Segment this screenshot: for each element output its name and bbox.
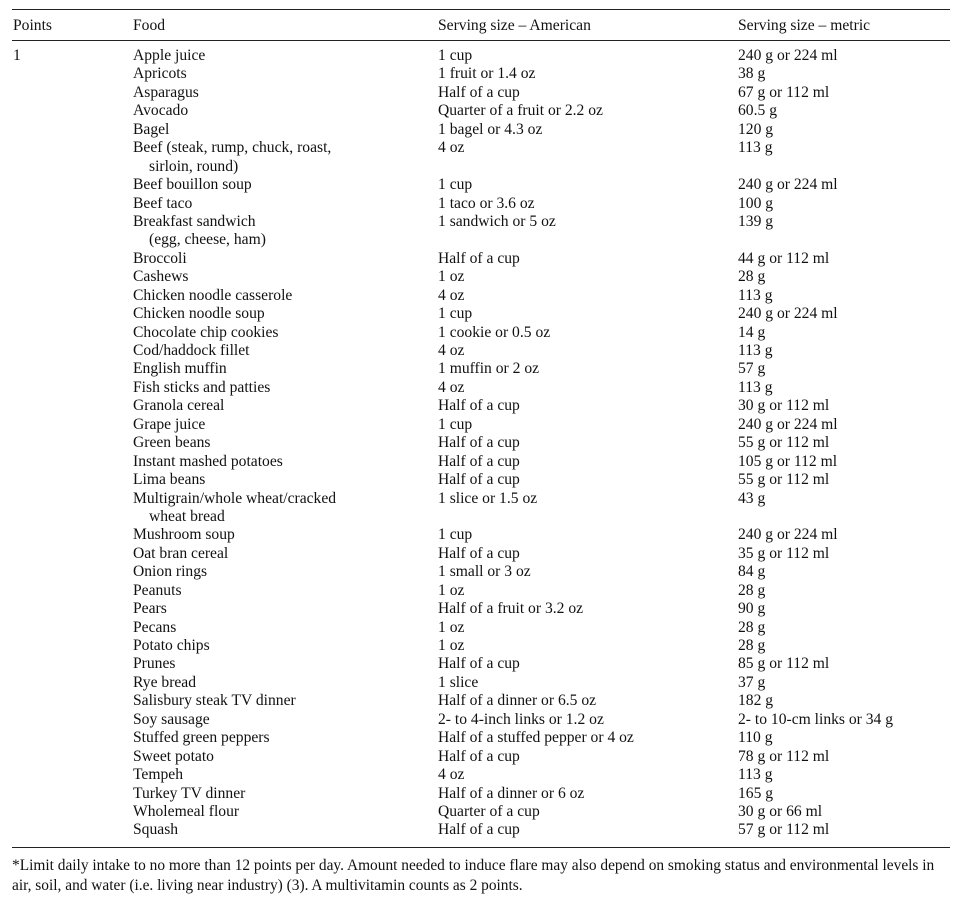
table-row [0, 434, 962, 452]
cell-serving-metric: 30 g or 66 ml [738, 802, 823, 820]
food-name-line: Cashews [133, 268, 189, 286]
cell-serving-american: Half of a cup [438, 821, 520, 839]
food-name-line: Pecans [133, 618, 177, 636]
food-name-line: Grape juice [133, 415, 206, 433]
table-row [0, 139, 962, 176]
food-name-continuation: (egg, cheese, ham) [149, 231, 266, 249]
cell-serving-american: Half of a cup [438, 452, 520, 470]
table-footnote: *Limit daily intake to no more than 12 points per day. Amount needed to induce flare may also depend on smoking status and environmental levels in air, soil, and water (i.e. living near industry) (3). A multivitamin counts as 2 points. [12, 857, 935, 894]
cell-food [133, 711, 433, 729]
food-name-line: Avocado [133, 102, 189, 120]
food-name-line: Beef (steak, rump, chuck, roast, [133, 139, 332, 157]
food-name-line: Chocolate chip cookies [133, 323, 279, 341]
food-name-line: Oat bran cereal [133, 544, 229, 562]
cell-serving-american: Half of a cup [438, 83, 520, 101]
food-name-line: Asparagus [133, 83, 199, 101]
cell-food [133, 600, 433, 618]
cell-food [133, 692, 433, 710]
cell-food [133, 213, 433, 250]
cell-points: 1 [13, 47, 21, 64]
cell-serving-metric: 85 g or 112 ml [738, 655, 830, 673]
cell-serving-american: Half of a dinner or 6.5 oz [438, 692, 597, 710]
table-row [0, 619, 962, 637]
food-name-line: Chicken noodle casserole [133, 286, 293, 304]
cell-serving-metric: 37 g [738, 673, 766, 691]
header-food: Food [133, 17, 166, 34]
cell-serving-american: 1 cup [438, 47, 473, 64]
table-row [0, 213, 962, 250]
cell-serving-metric: 240 g or 224 ml [738, 176, 838, 194]
food-name-line: Beef bouillon soup [133, 176, 252, 194]
cell-food [133, 785, 433, 803]
cell-serving-metric: 105 g or 112 ml [738, 452, 838, 470]
table-row [0, 637, 962, 655]
table-row [0, 711, 962, 729]
cell-serving-american: 1 slice or 1.5 oz [438, 489, 538, 507]
cell-serving-metric: 35 g or 112 ml [738, 544, 830, 562]
cell-food [133, 545, 433, 563]
cell-serving-metric: 57 g or 112 ml [738, 821, 830, 839]
cell-food [133, 803, 433, 821]
cell-food [133, 379, 433, 397]
cell-serving-american: Half of a cup [438, 434, 520, 452]
cell-serving-american: 4 oz [438, 286, 465, 304]
cell-food [133, 195, 433, 213]
table-row [0, 821, 962, 839]
cell-serving-american: Quarter of a cup [438, 802, 540, 820]
header-serving-american: Serving size – American [438, 17, 591, 34]
cell-serving-metric: 28 g [738, 618, 766, 636]
cell-food [133, 121, 433, 139]
table-row [0, 397, 962, 415]
table-row [0, 471, 962, 489]
cell-food [133, 655, 433, 673]
table-header-rule [12, 40, 950, 41]
food-name-line: English muffin [133, 360, 227, 378]
cell-food [133, 84, 433, 102]
cell-serving-metric: 2- to 10-cm links or 34 g [738, 710, 894, 728]
cell-serving-metric: 67 g or 112 ml [738, 83, 830, 101]
food-name-line: Instant mashed potatoes [133, 452, 283, 470]
table-row [0, 121, 962, 139]
table-top-rule [12, 9, 950, 10]
table-row [0, 655, 962, 673]
table-row [0, 600, 962, 618]
cell-food [133, 563, 433, 581]
table-row [0, 785, 962, 803]
cell-serving-metric: 113 g [738, 766, 773, 784]
table-row [0, 268, 962, 286]
food-name-line: Mushroom soup [133, 526, 235, 544]
cell-serving-american: 1 muffin or 2 oz [438, 360, 540, 378]
food-name-line: Prunes [133, 655, 176, 673]
table-row [0, 766, 962, 784]
cell-serving-metric: 55 g or 112 ml [738, 471, 830, 489]
cell-food [133, 453, 433, 471]
cell-serving-metric: 240 g or 224 ml [738, 305, 838, 323]
cell-serving-american: 1 oz [438, 581, 465, 599]
food-name-line: Onion rings [133, 563, 208, 581]
cell-serving-american: 1 oz [438, 618, 465, 636]
cell-serving-metric: 55 g or 112 ml [738, 434, 830, 452]
cell-serving-american: 4 oz [438, 342, 465, 360]
food-name-line: Pears [133, 600, 167, 618]
cell-food [133, 47, 433, 65]
food-name-continuation: wheat bread [149, 507, 225, 525]
cell-food [133, 582, 433, 600]
table-row [0, 729, 962, 747]
cell-serving-american: Half of a fruit or 3.2 oz [438, 600, 584, 618]
cell-serving-american: Half of a stuffed pepper or 4 oz [438, 729, 634, 747]
cell-serving-american: Half of a cup [438, 747, 520, 765]
table-row [0, 526, 962, 544]
food-name-line: Peanuts [133, 581, 182, 599]
cell-food [133, 102, 433, 120]
cell-serving-metric: 28 g [738, 268, 766, 286]
food-name-line: Apricots [133, 65, 187, 83]
cell-serving-metric: 113 g [738, 286, 773, 304]
cell-serving-american: Half of a cup [438, 471, 520, 489]
cell-food [133, 674, 433, 692]
cell-food [133, 416, 433, 434]
food-name-line: Squash [133, 821, 179, 839]
cell-serving-american: 4 oz [438, 378, 465, 396]
table-row [0, 47, 962, 65]
cell-food [133, 176, 433, 194]
food-name-line: Turkey TV dinner [133, 784, 246, 802]
table-row [0, 195, 962, 213]
table-row [0, 416, 962, 434]
cell-food [133, 250, 433, 268]
table-row [0, 360, 962, 378]
food-name-line: Salisbury steak TV dinner [133, 692, 296, 710]
cell-food [133, 305, 433, 323]
table-row [0, 65, 962, 83]
cell-serving-metric: 100 g [738, 194, 774, 212]
food-name-line: Green beans [133, 434, 211, 452]
cell-serving-metric: 43 g [738, 489, 766, 507]
cell-serving-american: 1 slice [438, 673, 479, 691]
cell-serving-metric: 44 g or 112 ml [738, 249, 830, 267]
table-bottom-rule [12, 847, 950, 848]
cell-serving-american: Half of a dinner or 6 oz [438, 784, 585, 802]
cell-food [133, 821, 433, 839]
cell-food [133, 287, 433, 305]
cell-serving-metric: 113 g [738, 378, 773, 396]
food-name-line: Beef taco [133, 194, 193, 212]
table-row [0, 453, 962, 471]
cell-serving-american: 1 cup [438, 305, 473, 323]
cell-serving-american: 4 oz [438, 139, 465, 157]
cell-serving-metric: 240 g or 224 ml [738, 47, 838, 64]
cell-serving-metric: 78 g or 112 ml [738, 747, 830, 765]
food-name-line: Stuffed green peppers [133, 729, 270, 747]
cell-food [133, 471, 433, 489]
cell-food [133, 342, 433, 360]
food-name-line: Granola cereal [133, 397, 225, 415]
table-row [0, 748, 962, 766]
cell-serving-metric: 240 g or 224 ml [738, 415, 838, 433]
table-row [0, 674, 962, 692]
header-points: Points [13, 17, 52, 34]
food-name-continuation: sirloin, round) [149, 157, 239, 175]
cell-serving-american: Quarter of a fruit or 2.2 oz [438, 102, 603, 120]
cell-food [133, 324, 433, 342]
food-name-line: Tempeh [133, 766, 184, 784]
food-name-line: Chicken noodle soup [133, 305, 265, 323]
table-body [0, 47, 962, 840]
cell-serving-american: Half of a cup [438, 249, 520, 267]
table-row [0, 545, 962, 563]
cell-serving-american: 1 cookie or 0.5 oz [438, 323, 551, 341]
cell-serving-american: 2- to 4-inch links or 1.2 oz [438, 710, 604, 728]
cell-serving-metric: 182 g [738, 692, 774, 710]
cell-food [133, 65, 433, 83]
cell-serving-american: 1 cup [438, 176, 473, 194]
cell-serving-american: 1 oz [438, 637, 465, 655]
cell-serving-american: 1 small or 3 oz [438, 563, 531, 581]
cell-food [133, 490, 433, 527]
cell-food [133, 766, 433, 784]
food-name-line: Sweet potato [133, 747, 214, 765]
cell-serving-american: 1 cup [438, 415, 473, 433]
table-row [0, 102, 962, 120]
food-name-line: Wholemeal flour [133, 802, 240, 820]
cell-food [133, 619, 433, 637]
table-row [0, 582, 962, 600]
header-serving-metric: Serving size – metric [738, 17, 871, 34]
cell-serving-metric: 38 g [738, 65, 766, 83]
table-row [0, 692, 962, 710]
cell-serving-american: 1 taco or 3.6 oz [438, 194, 535, 212]
food-name-line: Cod/haddock fillet [133, 342, 250, 360]
table-row [0, 803, 962, 821]
cell-serving-american: Half of a cup [438, 397, 520, 415]
table-row [0, 176, 962, 194]
table-row [0, 563, 962, 581]
food-name-line: Rye bread [133, 673, 197, 691]
cell-serving-american: 1 bagel or 4.3 oz [438, 120, 543, 138]
cell-food [133, 526, 433, 544]
cell-food [133, 729, 433, 747]
cell-serving-metric: 28 g [738, 581, 766, 599]
food-name-line: Multigrain/whole wheat/cracked [133, 489, 337, 507]
cell-serving-american: 1 cup [438, 526, 473, 544]
cell-serving-metric: 84 g [738, 563, 766, 581]
table-row [0, 84, 962, 102]
cell-serving-metric: 139 g [738, 212, 774, 230]
cell-serving-american: Half of a cup [438, 544, 520, 562]
food-name-line: Breakfast sandwich [133, 212, 256, 230]
table-row [0, 250, 962, 268]
cell-food [133, 397, 433, 415]
table-row [0, 324, 962, 342]
cell-serving-american: 1 sandwich or 5 oz [438, 212, 556, 230]
cell-food [133, 637, 433, 655]
food-name-line: Fish sticks and patties [133, 378, 271, 396]
cell-serving-american: 1 fruit or 1.4 oz [438, 65, 536, 83]
table-row [0, 342, 962, 360]
food-name-line: Potato chips [133, 637, 210, 655]
cell-serving-metric: 60.5 g [738, 102, 777, 120]
cell-food [133, 748, 433, 766]
food-name-line: Lima beans [133, 471, 206, 489]
cell-food [133, 434, 433, 452]
food-name-line: Apple juice [133, 47, 206, 64]
cell-serving-metric: 30 g or 112 ml [738, 397, 830, 415]
cell-serving-metric: 28 g [738, 637, 766, 655]
food-name-line: Bagel [133, 120, 170, 138]
table-row [0, 490, 962, 527]
table-row [0, 305, 962, 323]
cell-food [133, 268, 433, 286]
table-row [0, 287, 962, 305]
food-name-line: Broccoli [133, 249, 187, 267]
cell-food [133, 360, 433, 378]
cell-serving-metric: 110 g [738, 729, 773, 747]
cell-serving-metric: 57 g [738, 360, 766, 378]
cell-serving-metric: 240 g or 224 ml [738, 526, 838, 544]
cell-serving-metric: 165 g [738, 784, 774, 802]
cell-serving-metric: 120 g [738, 120, 774, 138]
cell-serving-american: 4 oz [438, 766, 465, 784]
cell-serving-metric: 113 g [738, 342, 773, 360]
cell-food [133, 139, 433, 176]
table-row [0, 379, 962, 397]
cell-serving-metric: 14 g [738, 323, 766, 341]
cell-serving-metric: 113 g [738, 139, 773, 157]
cell-serving-american: 1 oz [438, 268, 465, 286]
food-name-line: Soy sausage [133, 710, 210, 728]
cell-serving-american: Half of a cup [438, 655, 520, 673]
cell-serving-metric: 90 g [738, 600, 766, 618]
